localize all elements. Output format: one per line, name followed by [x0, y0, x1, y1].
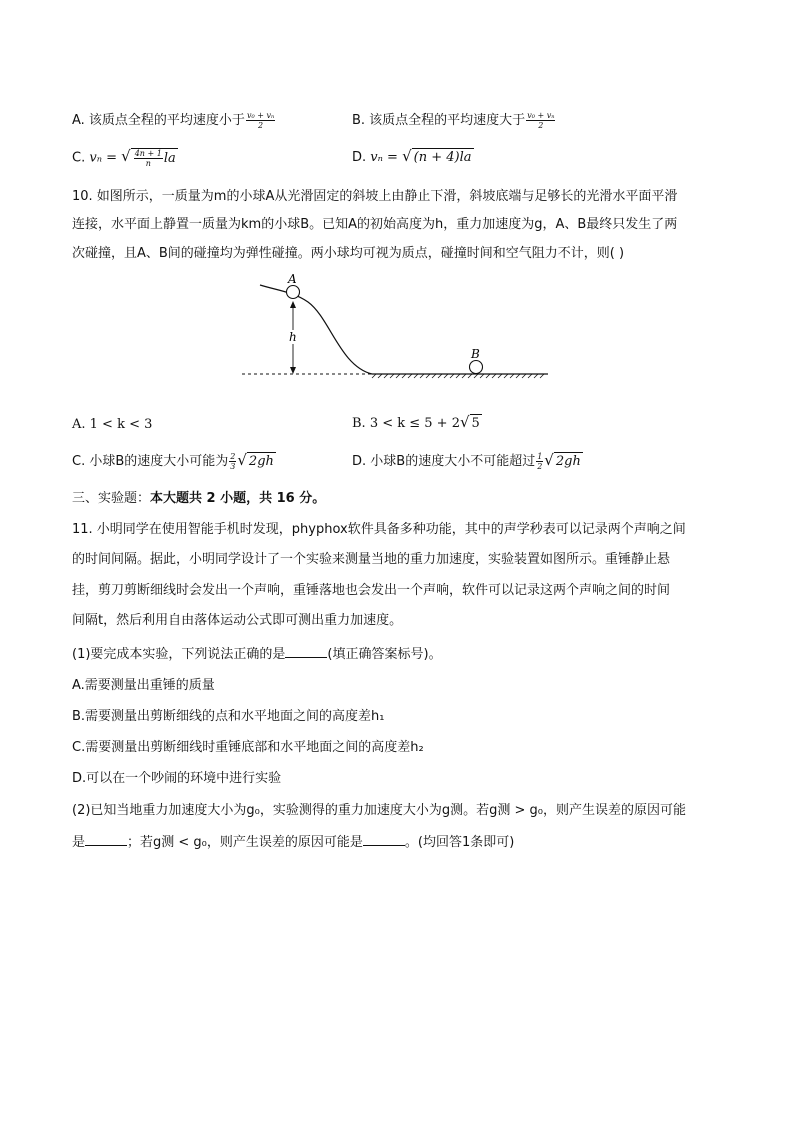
- q11-part-1-text: (1)要完成本实验，下列说法正确的是: [72, 647, 286, 662]
- height-arrow-head-up: [290, 301, 296, 308]
- q9-option-b: [352, 111, 556, 130]
- q9-option-d-radicand: (n + 4)la: [413, 150, 472, 165]
- q11-option-d: D.可以在一个吵闹的环境中进行实验: [72, 771, 282, 786]
- q10-option-c: [72, 452, 276, 471]
- answer-blank[interactable]: [363, 833, 405, 846]
- q9-option-d: [352, 148, 474, 167]
- q10-option-c-sqrt: [237, 452, 276, 471]
- q9-option-d-lhs: vₙ =: [370, 150, 398, 165]
- q9-option-c-label: C.: [72, 150, 86, 166]
- radical-sign: √: [544, 451, 554, 469]
- q11-part-2-line-2: [72, 833, 514, 852]
- fraction-numerator: v₀ + vₙ: [246, 111, 275, 120]
- q11-stem-line-2: 的时间间隔。据此，小明同学设计了一个实验来测量当地的重力加速度，实验装置如图所示。重锤静止悬: [72, 552, 671, 567]
- q10-option-b-sqrt: [460, 414, 482, 433]
- q10-stem-line-2: 连接，水平面上静置一质量为km的小球B。已知A的初始高度为h，重力加速度为g，A、B最终只发生了两: [72, 217, 678, 232]
- q11-option-c: C.需要测量出剪断细线时重锤底部和水平地面之间的高度差h₂: [72, 740, 424, 755]
- q11-stem-line-1: 11. 小明同学在使用智能手机时发现，phyphox软件具备多种功能，其中的声学秒表可以记录两个声响之间: [72, 522, 686, 537]
- section-heading: [72, 490, 325, 508]
- q11-part-2-suffix: 。(均回答1条即可): [404, 835, 515, 850]
- answer-blank[interactable]: [285, 645, 327, 658]
- fraction-numerator: 2: [230, 452, 236, 461]
- q10-option-d-text: D. 小球B的速度大小不可能超过: [352, 454, 536, 469]
- radicand: 2gh: [555, 454, 581, 469]
- radical-sign: √: [459, 413, 470, 431]
- q9-option-b-fraction: [526, 111, 555, 130]
- radicand: 5: [471, 416, 480, 431]
- slope-and-floor: [260, 285, 548, 374]
- q11-option-b: B.需要测量出剪断细线的点和水平地面之间的高度差h₁: [72, 709, 385, 724]
- q10-figure: [236, 270, 556, 382]
- q9-option-c: [72, 148, 178, 168]
- q9-option-a-text: A. 该质点全程的平均速度小于: [72, 113, 245, 128]
- q10-option-c-text: C. 小球B的速度大小可能为: [72, 454, 229, 469]
- radical-sign: √: [402, 147, 412, 165]
- fraction-numerator: v₀ + vₙ: [527, 111, 555, 120]
- q10-stem-line-1: 10. 如图所示，一质量为m的小球A从光滑固定的斜坡上由静止下滑，斜坡底端与足够长的光滑水平面平滑: [72, 189, 678, 204]
- q10-option-a: A. 1 < k < 3: [72, 417, 153, 432]
- q10-option-b: [352, 414, 482, 433]
- q9-option-c-lhs: vₙ =: [89, 150, 117, 166]
- q10-stem-line-3: 次碰撞，且A、B间的碰撞均为弹性碰撞。两小球均可视为质点，碰撞时间和空气阻力不计，则( ): [72, 246, 625, 261]
- section-heading-bold: 本大题共 2 小题，共 16 分。: [150, 491, 326, 506]
- radical-sign: √: [237, 451, 247, 469]
- q11-part-1-suffix: (填正确答案标号)。: [327, 647, 442, 662]
- fraction-numerator: 4n + 1: [134, 149, 162, 158]
- ball-b-label: B: [471, 347, 480, 361]
- ball-a: [287, 286, 300, 299]
- q10-option-b-text: B. 3 < k ≤ 5 + 2: [352, 416, 460, 431]
- ball-b: [470, 361, 483, 374]
- q11-part-2-line-1: (2)已知当地重力加速度大小为g₀，实验测得的重力加速度大小为g测。若g测 > g₀，则产生误差的原因可能: [72, 803, 687, 818]
- q11-stem-line-3: 挂，剪刀剪断细线时会发出一个声响，重锤落地也会发出一个声响，软件可以记录这两个声响之间的时间: [72, 583, 671, 598]
- radical-sign: √: [121, 147, 131, 165]
- q11-part-2-prefix: 是: [72, 835, 86, 850]
- fraction-denominator: 2: [538, 121, 544, 130]
- q11-part-1: [72, 645, 442, 664]
- q9-option-c-tail: la: [163, 150, 176, 166]
- fraction-denominator: 3: [230, 462, 236, 471]
- section-heading-prefix: 三、实验题：: [72, 491, 151, 506]
- q9-option-c-sqrt: [121, 148, 178, 168]
- fraction-denominator: 2: [258, 121, 264, 130]
- fraction-numerator: 1: [537, 452, 543, 461]
- q11-part-2-middle: ；若g测 < g₀，则产生误差的原因可能是: [127, 835, 363, 850]
- q10-option-d: [352, 452, 583, 471]
- q9-option-a: [72, 111, 276, 130]
- ball-a-label: A: [288, 272, 297, 286]
- q10-option-d-sqrt: [544, 452, 583, 471]
- q9-option-b-text: B. 该质点全程的平均速度大于: [352, 113, 526, 128]
- q9-option-d-label: D.: [352, 150, 367, 165]
- fraction-denominator: n: [145, 159, 151, 168]
- radicand: 2gh: [248, 454, 274, 469]
- q9-option-d-sqrt: [402, 148, 473, 167]
- height-label: h: [289, 330, 297, 344]
- q11-option-a: A.需要测量出重锤的质量: [72, 678, 215, 693]
- q10-option-c-fraction: [229, 452, 236, 471]
- q10-option-d-fraction: [536, 452, 543, 471]
- fraction-denominator: 2: [537, 462, 543, 471]
- answer-blank[interactable]: [85, 833, 127, 846]
- height-arrow-head-down: [290, 367, 296, 374]
- q11-stem-line-4: 间隔t，然后利用自由落体运动公式即可测出重力加速度。: [72, 613, 403, 628]
- floor-hatching: [372, 374, 544, 378]
- q9-option-a-fraction: [246, 111, 275, 130]
